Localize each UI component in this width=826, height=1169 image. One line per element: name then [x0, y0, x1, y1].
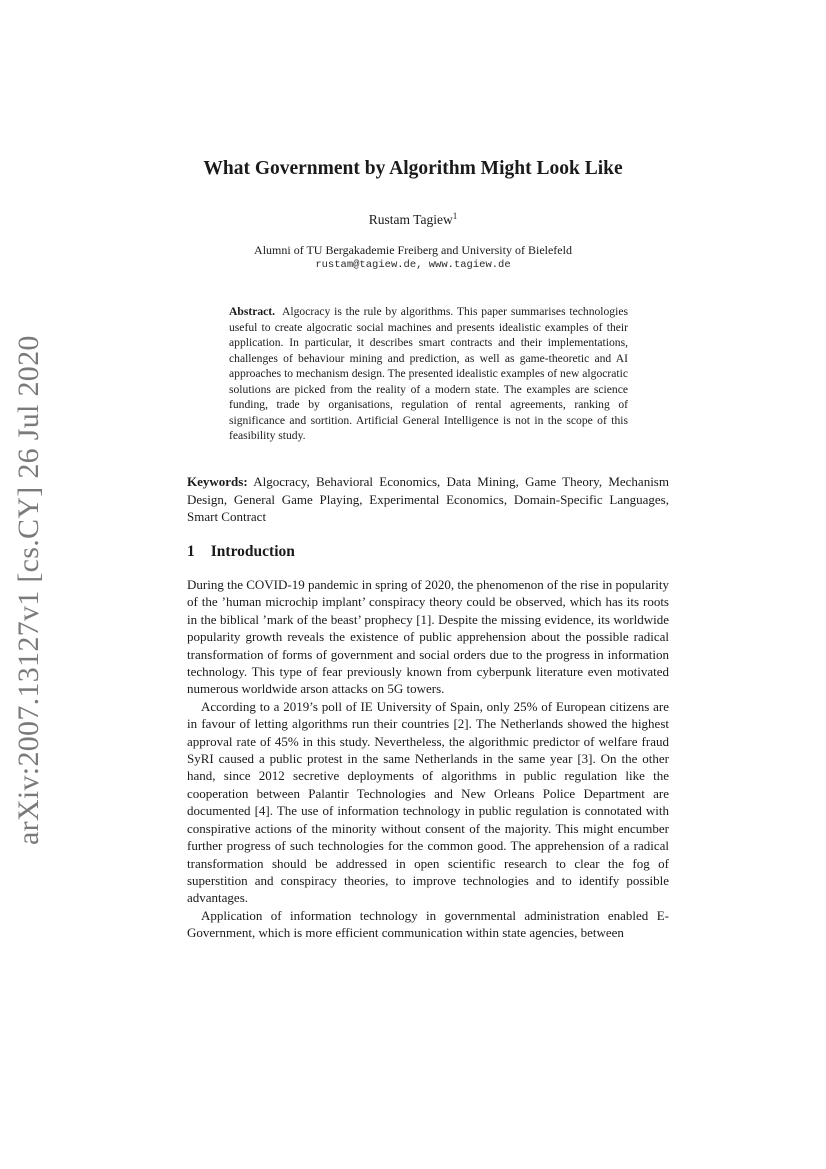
abstract [229, 304, 628, 444]
paragraph: Application of information technology in governmental administration enabled E-Government, which is more efficient communication within state agencies, between [187, 907, 669, 941]
author-line [0, 212, 826, 228]
author-footnote-mark: 1 [452, 211, 458, 221]
section-title: Introduction [210, 543, 295, 560]
arxiv-identifier-stamp: arXiv:2007.13127v1 [cs.CY] 26 Jul 2020 [12, 335, 45, 845]
section-body [187, 576, 669, 942]
paragraph: According to a 2019’s poll of IE University of Spain, only 25% of European citizens are in favour of letting algorithms run their countries [2]. The Netherlands showed the highest approval rate of 45% in this study. Nevertheless, the algorithmic predictor of welfare fraud SyRI caused a public protest in the same Netherlands in the same year [3]. On the other hand, since 2012 secretive deployments of algorithms in public regulation like the cooperation between Palantir Technologies and New Orleans Police Department are documented [4]. The use of information technology in public regulation is connotated with conspirative actions of the minority without consent of the majority. This might encumber further progress of such technologies for the common good. The apprehension of a radical transformation should be addressed in open scientific research to clear the fog of superstition and conspiracy theories, to improve technologies and to identify possible advantages. [187, 698, 669, 906]
paper-title: What Government by Algorithm Might Look Like [203, 158, 623, 179]
section-number: 1 [187, 543, 195, 560]
abstract-label: Abstract. [229, 305, 276, 318]
abstract-text: Algocracy is the rule by algorithms. This paper summarises technologies useful to create algocratic social machines and presents idealistic examples of their application. In particular, it describes smart contracts and their implementations, challenges of behaviour mining and prediction, as well as game-theoretic and AI approaches to mechanism design. The presented idealistic examples of new algocratic solutions are picked from the reality of a modern state. The examples are science funding, trade by organisations, regulation of rental agreements, ranking of significance and sortition. Artificial General Intelligence is not in the scope of this feasibility study. [229, 305, 628, 442]
author-contact: rustam@tagiew.de, www.tagiew.de [315, 259, 511, 271]
author-affiliation: Alumni of TU Bergakademie Freiberg and University of Bielefeld [254, 243, 572, 257]
section-heading [187, 543, 295, 561]
keywords-text: Algocracy, Behavioral Economics, Data Mining, Game Theory, Mechanism Design, General Game Playing, Experimental Economics, Domain-Specific Languages, Smart Contract [187, 474, 669, 524]
author-name: Rustam Tagiew [368, 212, 453, 227]
keywords [187, 473, 669, 526]
paragraph: During the COVID-19 pandemic in spring of 2020, the phenomenon of the rise in popularity of the ’human microchip implant’ conspiracy theory could be observed, which has its roots in the biblical ’mark of the beast’ prophecy [1]. Despite the missing evidence, its worldwide popularity growth reveals the existence of public apprehension about the possible radical transformation of forms of government and social orders due to the progress in information technology. This type of fear previously known from cyberpunk literature even motivated numerous worldwide arson attacks on 5G towers. [187, 577, 669, 697]
keywords-label: Keywords: [187, 474, 248, 489]
